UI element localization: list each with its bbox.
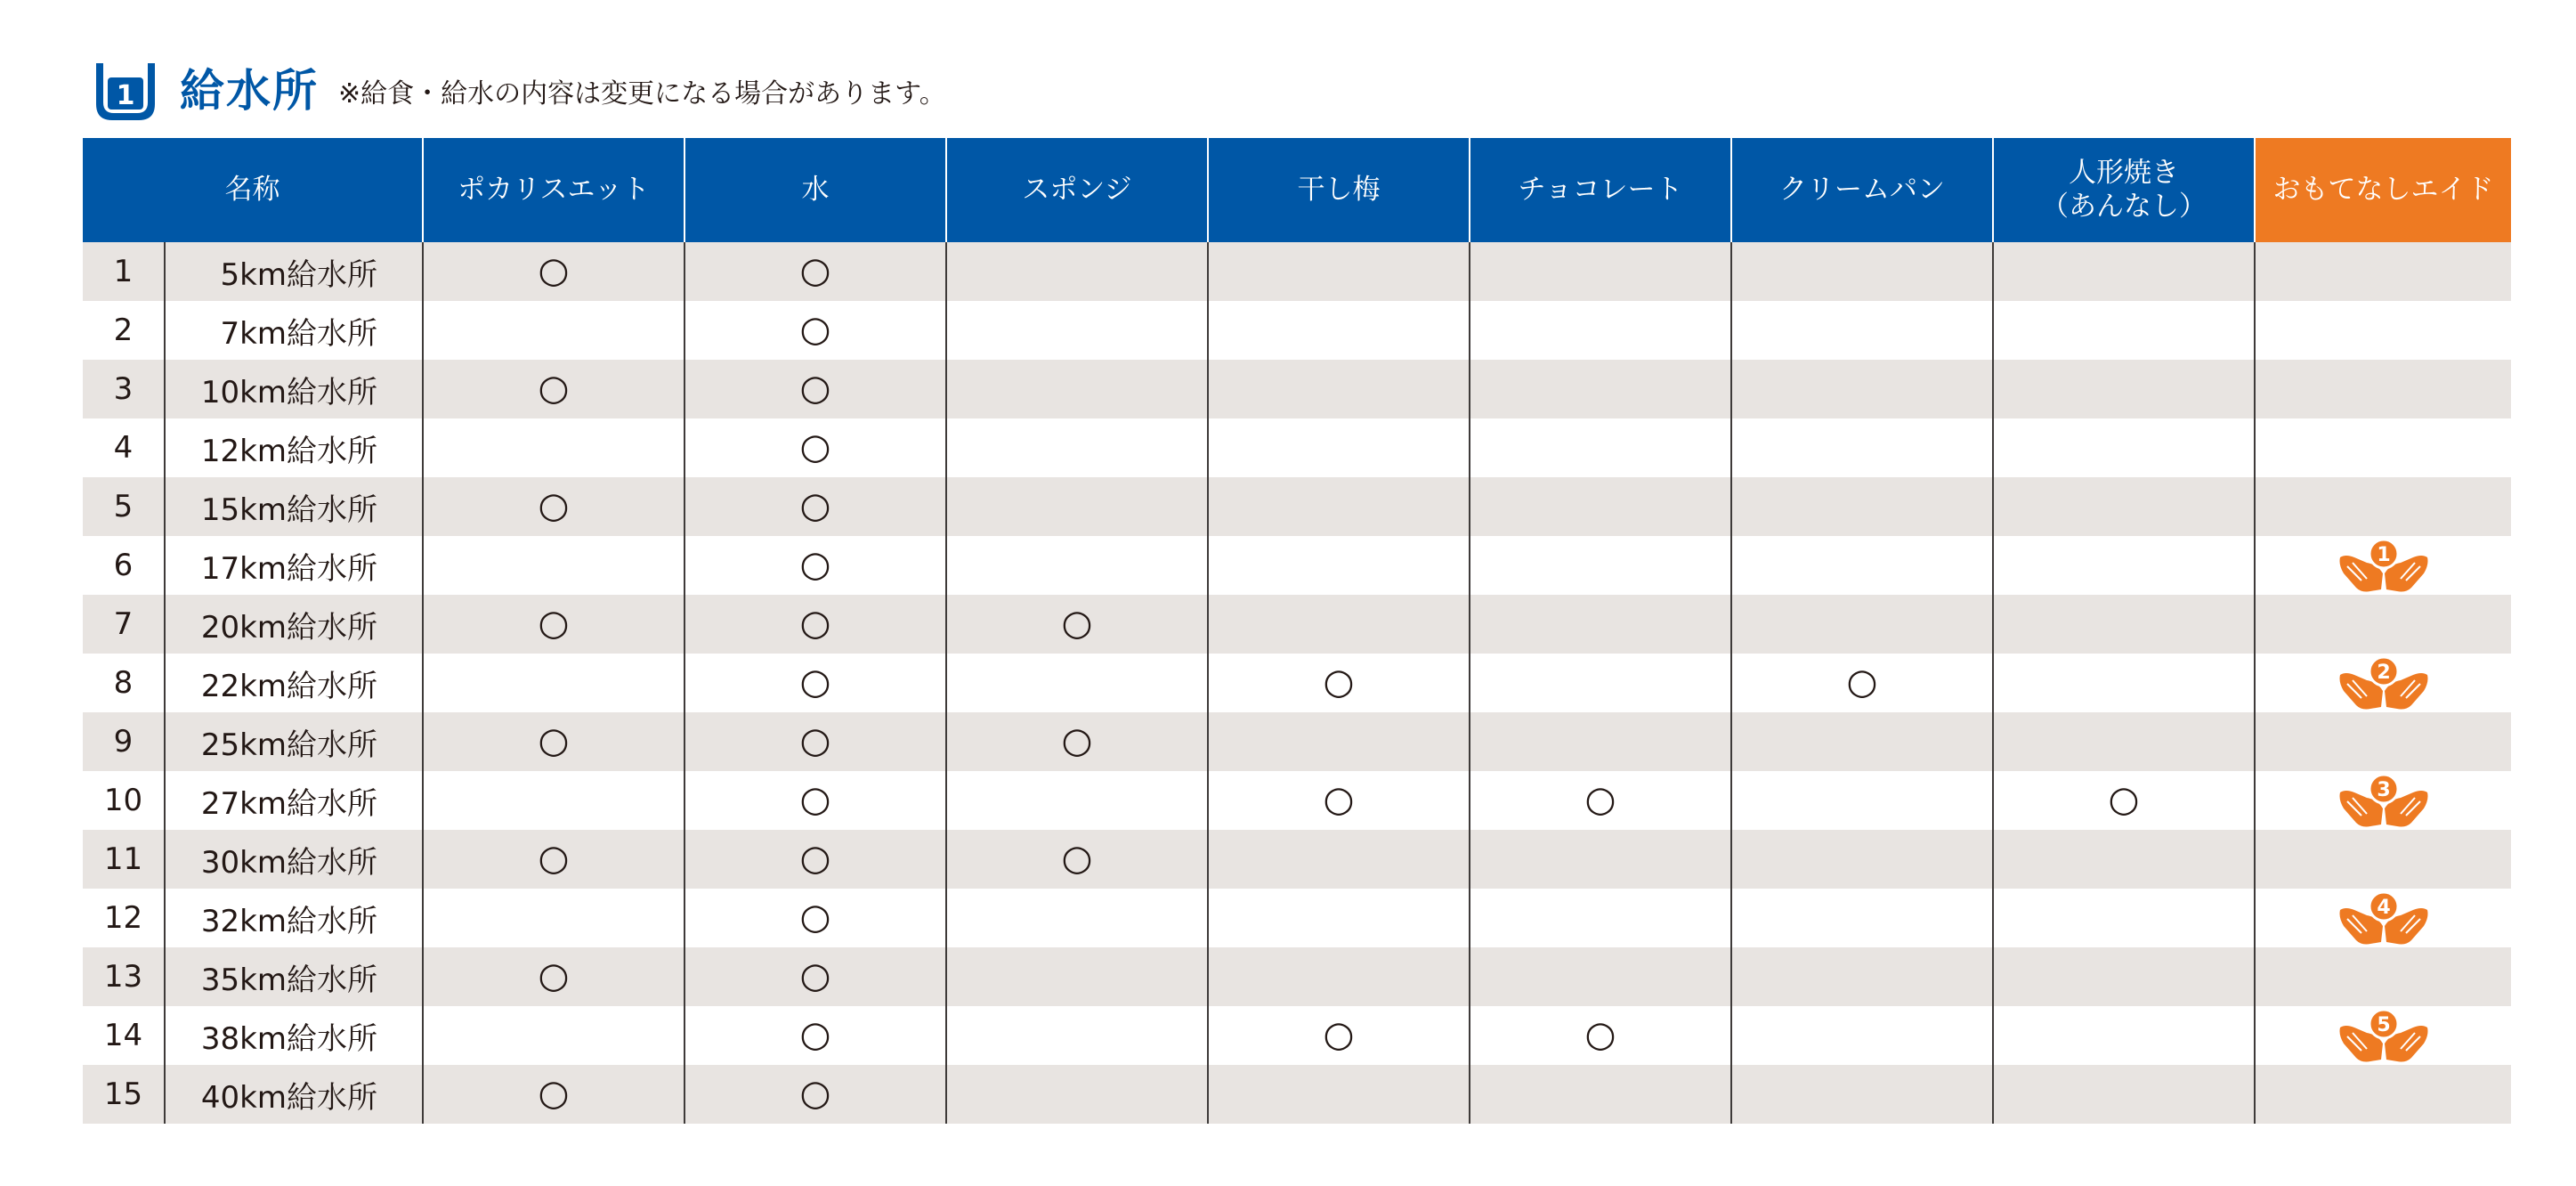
chocolate-cell xyxy=(1470,1065,1731,1124)
omotenashi-aid-cell xyxy=(2255,595,2511,654)
col-header-water: 水 xyxy=(685,138,946,242)
omotenashi-aid-cell xyxy=(2255,654,2511,712)
cream-bread-cell xyxy=(1731,301,1993,360)
available-mark: ○ xyxy=(799,603,831,644)
available-mark: ○ xyxy=(799,544,831,585)
station-name: 15km給水所 xyxy=(165,477,423,536)
row-number: 10 xyxy=(83,771,165,830)
cream-bread-cell xyxy=(1731,477,1993,536)
omotenashi-aid-cell xyxy=(2255,771,2511,830)
ume-cell xyxy=(1208,360,1470,418)
ningyo-yaki-cell xyxy=(1993,830,2255,889)
available-mark: ○ xyxy=(538,720,570,761)
water-cell xyxy=(685,889,946,947)
table-row xyxy=(83,830,2511,889)
chocolate-cell xyxy=(1470,477,1731,536)
ume-cell xyxy=(1208,889,1470,947)
available-mark: ○ xyxy=(1323,779,1355,820)
col-header-pocari: ポカリスエット xyxy=(423,138,685,242)
ningyo-yaki-cell xyxy=(1993,1006,2255,1065)
available-mark: ○ xyxy=(799,897,831,938)
table-row xyxy=(83,654,2511,712)
aid-number: 3 xyxy=(2376,779,2391,801)
ningyo-yaki-cell xyxy=(1993,301,2255,360)
omotenashi-aid-cell xyxy=(2255,1065,2511,1124)
sponge-cell xyxy=(946,360,1208,418)
ume-cell xyxy=(1208,477,1470,536)
col-header-chocolate: チョコレート xyxy=(1470,138,1731,242)
available-mark: ○ xyxy=(799,485,831,526)
pocari-cell xyxy=(423,360,685,418)
sponge-cell xyxy=(946,242,1208,301)
station-name: 10km給水所 xyxy=(165,360,423,418)
table-row xyxy=(83,889,2511,947)
row-number: 9 xyxy=(83,712,165,771)
row-number: 8 xyxy=(83,654,165,712)
water-cell xyxy=(685,301,946,360)
available-mark: ○ xyxy=(1061,720,1093,761)
available-mark: ○ xyxy=(538,1073,570,1114)
station-name: 20km給水所 xyxy=(165,595,423,654)
station-name: 27km給水所 xyxy=(165,771,423,830)
available-mark: ○ xyxy=(538,368,570,409)
table-row xyxy=(83,418,2511,477)
chocolate-cell xyxy=(1470,712,1731,771)
pocari-cell xyxy=(423,654,685,712)
ume-cell xyxy=(1208,947,1470,1006)
station-name: 7km給水所 xyxy=(165,301,423,360)
omotenashi-aid-cell xyxy=(2255,830,2511,889)
station-name: 5km給水所 xyxy=(165,242,423,301)
available-mark: ○ xyxy=(1061,603,1093,644)
col-header-name: 名称 xyxy=(83,138,423,242)
available-mark: ○ xyxy=(538,603,570,644)
row-number: 2 xyxy=(83,301,165,360)
sponge-cell xyxy=(946,947,1208,1006)
table-row xyxy=(83,242,2511,301)
chocolate-cell xyxy=(1470,947,1731,1006)
available-mark: ○ xyxy=(799,720,831,761)
aid-number: 5 xyxy=(2376,1014,2391,1036)
pocari-cell xyxy=(423,712,685,771)
available-mark: ○ xyxy=(1061,838,1093,879)
station-name: 35km給水所 xyxy=(165,947,423,1006)
available-mark: ○ xyxy=(799,1014,831,1055)
water-cell xyxy=(685,536,946,595)
station-name: 12km給水所 xyxy=(165,418,423,477)
page-heading xyxy=(93,57,946,125)
ume-cell xyxy=(1208,418,1470,477)
col-header-ume: 干し梅 xyxy=(1208,138,1470,242)
aid-number: 4 xyxy=(2376,897,2391,919)
ume-cell xyxy=(1208,536,1470,595)
pocari-cell xyxy=(423,1065,685,1124)
available-mark: ○ xyxy=(538,485,570,526)
sponge-cell xyxy=(946,1065,1208,1124)
table-row xyxy=(83,360,2511,418)
table-row xyxy=(83,301,2511,360)
row-number: 6 xyxy=(83,536,165,595)
water-cell xyxy=(685,947,946,1006)
ume-cell xyxy=(1208,712,1470,771)
omotenashi-aid-cell xyxy=(2255,1006,2511,1065)
sponge-cell xyxy=(946,536,1208,595)
water-cell xyxy=(685,830,946,889)
ningyo-yaki-cell xyxy=(1993,360,2255,418)
omotenashi-aid-cell xyxy=(2255,947,2511,1006)
cream-bread-cell xyxy=(1731,595,1993,654)
table-row xyxy=(83,771,2511,830)
omotenashi-hands-icon xyxy=(2335,655,2433,711)
available-mark: ○ xyxy=(1584,1014,1616,1055)
water-cell xyxy=(685,771,946,830)
ume-cell xyxy=(1208,301,1470,360)
ningyo-yaki-cell xyxy=(1993,712,2255,771)
available-mark: ○ xyxy=(799,250,831,291)
table-row xyxy=(83,1065,2511,1124)
col-header-cream-bread: クリームパン xyxy=(1731,138,1993,242)
cream-bread-cell xyxy=(1731,654,1993,712)
ume-cell xyxy=(1208,1006,1470,1065)
cream-bread-cell xyxy=(1731,889,1993,947)
row-number: 3 xyxy=(83,360,165,418)
available-mark: ○ xyxy=(799,368,831,409)
sponge-cell xyxy=(946,889,1208,947)
omotenashi-hands-icon xyxy=(2335,1008,2433,1063)
omotenashi-aid-cell xyxy=(2255,889,2511,947)
station-name: 25km給水所 xyxy=(165,712,423,771)
ningyo-yaki-cell xyxy=(1993,654,2255,712)
aid-number: 1 xyxy=(2376,544,2391,566)
row-number: 7 xyxy=(83,595,165,654)
omotenashi-aid-cell xyxy=(2255,242,2511,301)
pocari-cell xyxy=(423,477,685,536)
omotenashi-hands-icon xyxy=(2335,773,2433,828)
water-cell xyxy=(685,418,946,477)
pocari-cell xyxy=(423,242,685,301)
ningyo-yaki-cell xyxy=(1993,477,2255,536)
sponge-cell xyxy=(946,712,1208,771)
table-row xyxy=(83,712,2511,771)
cream-bread-cell xyxy=(1731,712,1993,771)
row-number: 14 xyxy=(83,1006,165,1065)
chocolate-cell xyxy=(1470,830,1731,889)
col-header-sponge: スポンジ xyxy=(946,138,1208,242)
pocari-cell xyxy=(423,947,685,1006)
station-name: 40km給水所 xyxy=(165,1065,423,1124)
available-mark: ○ xyxy=(1846,662,1878,703)
pocari-cell xyxy=(423,830,685,889)
cup-icon-label: 1 xyxy=(116,80,135,111)
chocolate-cell xyxy=(1470,1006,1731,1065)
available-mark: ○ xyxy=(1323,662,1355,703)
water-station-table xyxy=(83,138,2511,1124)
row-number: 5 xyxy=(83,477,165,536)
row-number: 15 xyxy=(83,1065,165,1124)
cup-1-icon xyxy=(93,58,158,124)
available-mark: ○ xyxy=(538,838,570,879)
station-name: 32km給水所 xyxy=(165,889,423,947)
omotenashi-hands-icon xyxy=(2335,538,2433,593)
omotenashi-aid-cell xyxy=(2255,301,2511,360)
water-cell xyxy=(685,1065,946,1124)
table-row xyxy=(83,1006,2511,1065)
available-mark: ○ xyxy=(799,838,831,879)
table-row xyxy=(83,595,2511,654)
water-cell xyxy=(685,477,946,536)
omotenashi-aid-cell xyxy=(2255,477,2511,536)
cream-bread-cell xyxy=(1731,242,1993,301)
sponge-cell xyxy=(946,595,1208,654)
sponge-cell xyxy=(946,771,1208,830)
water-cell xyxy=(685,242,946,301)
ningyo-yaki-cell xyxy=(1993,595,2255,654)
ningyo-yaki-cell xyxy=(1993,242,2255,301)
cream-bread-cell xyxy=(1731,360,1993,418)
available-mark: ○ xyxy=(799,662,831,703)
omotenashi-aid-cell xyxy=(2255,418,2511,477)
cream-bread-cell xyxy=(1731,947,1993,1006)
page-title: 給水所 xyxy=(180,65,319,117)
available-mark: ○ xyxy=(799,955,831,996)
water-cell xyxy=(685,360,946,418)
omotenashi-aid-cell xyxy=(2255,536,2511,595)
page-note: ※給食・給水の内容は変更になる場合があります。 xyxy=(338,78,946,110)
cream-bread-cell xyxy=(1731,1006,1993,1065)
ume-cell xyxy=(1208,771,1470,830)
chocolate-cell xyxy=(1470,418,1731,477)
chocolate-cell xyxy=(1470,242,1731,301)
row-number: 1 xyxy=(83,242,165,301)
chocolate-cell xyxy=(1470,889,1731,947)
available-mark: ○ xyxy=(1584,779,1616,820)
table-header-row xyxy=(83,138,2511,242)
available-mark: ○ xyxy=(799,779,831,820)
available-mark: ○ xyxy=(799,426,831,467)
ningyo-yaki-cell xyxy=(1993,536,2255,595)
ningyo-yaki-cell xyxy=(1993,771,2255,830)
sponge-cell xyxy=(946,654,1208,712)
pocari-cell xyxy=(423,889,685,947)
ume-cell xyxy=(1208,1065,1470,1124)
ume-cell xyxy=(1208,595,1470,654)
station-name: 30km給水所 xyxy=(165,830,423,889)
pocari-cell xyxy=(423,771,685,830)
sponge-cell xyxy=(946,477,1208,536)
water-cell xyxy=(685,595,946,654)
available-mark: ○ xyxy=(1323,1014,1355,1055)
row-number: 12 xyxy=(83,889,165,947)
omotenashi-aid-cell xyxy=(2255,712,2511,771)
available-mark: ○ xyxy=(538,250,570,291)
ume-cell xyxy=(1208,830,1470,889)
row-number: 11 xyxy=(83,830,165,889)
sponge-cell xyxy=(946,418,1208,477)
col-header-ningyo-yaki: 人形焼き （あんなし） xyxy=(1993,138,2255,242)
ume-cell xyxy=(1208,242,1470,301)
omotenashi-aid-cell xyxy=(2255,360,2511,418)
sponge-cell xyxy=(946,830,1208,889)
omotenashi-hands-icon xyxy=(2335,890,2433,946)
table-row xyxy=(83,536,2511,595)
available-mark: ○ xyxy=(799,309,831,350)
row-number: 13 xyxy=(83,947,165,1006)
chocolate-cell xyxy=(1470,360,1731,418)
station-name: 22km給水所 xyxy=(165,654,423,712)
chocolate-cell xyxy=(1470,301,1731,360)
aid-number: 2 xyxy=(2376,662,2391,684)
available-mark: ○ xyxy=(538,955,570,996)
station-name: 17km給水所 xyxy=(165,536,423,595)
table-row xyxy=(83,947,2511,1006)
pocari-cell xyxy=(423,595,685,654)
water-cell xyxy=(685,1006,946,1065)
cream-bread-cell xyxy=(1731,771,1993,830)
table-body xyxy=(83,242,2511,1124)
water-cell xyxy=(685,654,946,712)
chocolate-cell xyxy=(1470,654,1731,712)
water-cell xyxy=(685,712,946,771)
cream-bread-cell xyxy=(1731,1065,1993,1124)
table-row xyxy=(83,477,2511,536)
chocolate-cell xyxy=(1470,771,1731,830)
available-mark: ○ xyxy=(2108,779,2140,820)
row-number: 4 xyxy=(83,418,165,477)
pocari-cell xyxy=(423,418,685,477)
chocolate-cell xyxy=(1470,536,1731,595)
cream-bread-cell xyxy=(1731,418,1993,477)
ume-cell xyxy=(1208,654,1470,712)
available-mark: ○ xyxy=(799,1073,831,1114)
ningyo-yaki-cell xyxy=(1993,418,2255,477)
pocari-cell xyxy=(423,301,685,360)
chocolate-cell xyxy=(1470,595,1731,654)
cream-bread-cell xyxy=(1731,830,1993,889)
ningyo-yaki-cell xyxy=(1993,889,2255,947)
col-header-omotenashi-aid: おもてなしエイド xyxy=(2255,138,2511,242)
pocari-cell xyxy=(423,1006,685,1065)
sponge-cell xyxy=(946,301,1208,360)
station-name: 38km給水所 xyxy=(165,1006,423,1065)
pocari-cell xyxy=(423,536,685,595)
ningyo-yaki-cell xyxy=(1993,1065,2255,1124)
ningyo-yaki-cell xyxy=(1993,947,2255,1006)
cream-bread-cell xyxy=(1731,536,1993,595)
sponge-cell xyxy=(946,1006,1208,1065)
